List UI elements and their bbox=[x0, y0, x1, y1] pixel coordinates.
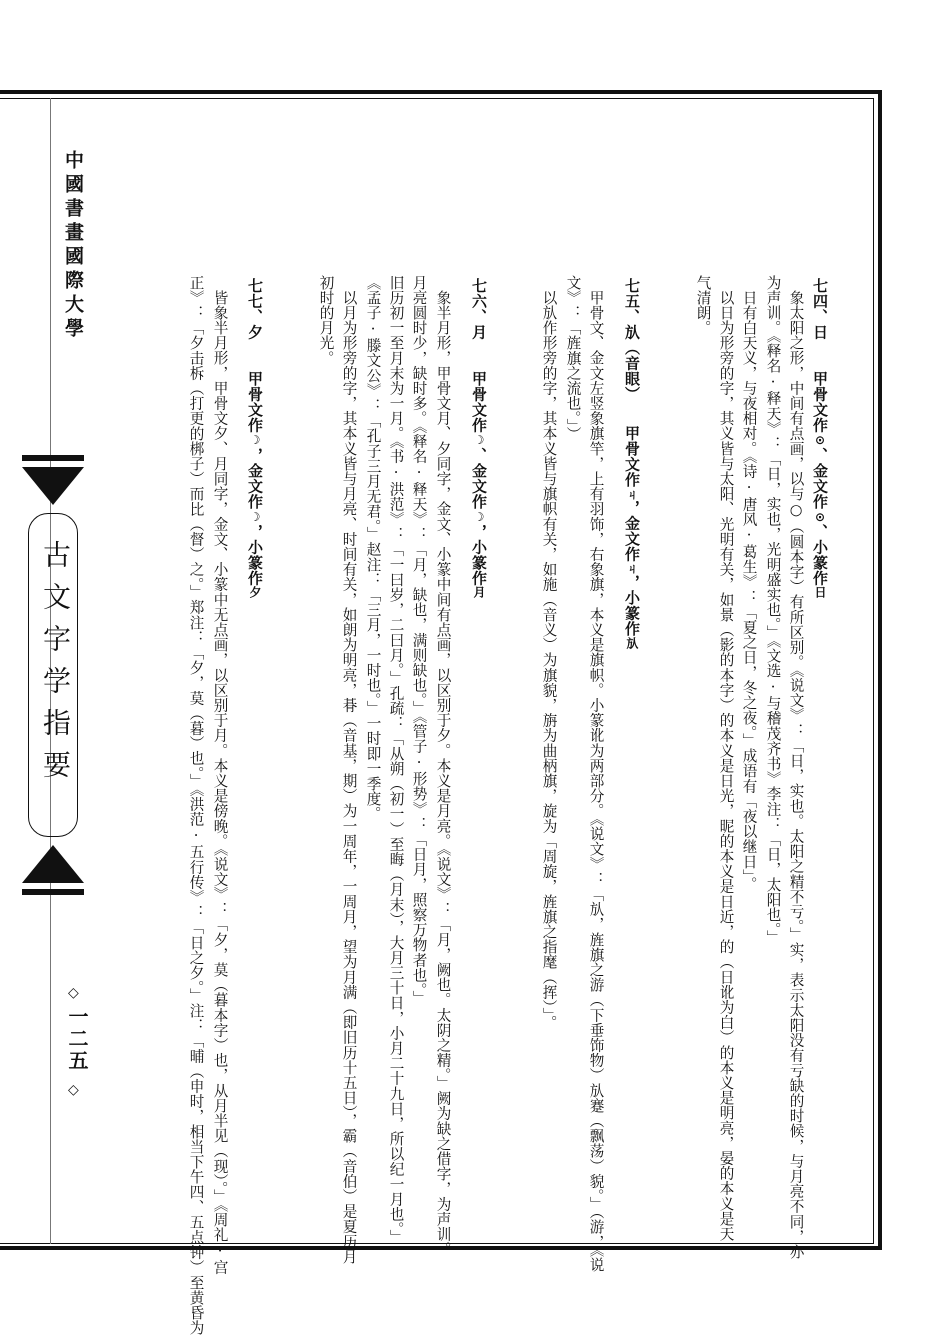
ancient-glyph: 月 bbox=[472, 586, 486, 599]
column-text: 《孟子·滕文公》：「孔子三月无君。」赵注：「三月，一时也。」一时即一季度。 bbox=[364, 275, 382, 822]
ancient-glyph: ⊙ bbox=[813, 433, 827, 448]
text-column bbox=[435, 290, 450, 1257]
column-text: 象半月形，甲骨文月、夕同字，金文、小篆中间有点画，以区别于夕。本义是月亮。《说文》：「月，阙也。太阴之精。」阙为缺之借字，为声训。 bbox=[434, 290, 452, 1257]
column-text: ，金文作 bbox=[623, 500, 641, 562]
book-title: 古文字学指要 bbox=[39, 540, 72, 792]
column-text: ，小篆作 bbox=[470, 524, 488, 586]
column-text: ，小篆作 bbox=[246, 524, 264, 586]
column-text: 、小篆作 bbox=[811, 524, 829, 586]
column-text: 七七、夕 甲骨文作 bbox=[246, 278, 264, 433]
text-column bbox=[541, 290, 556, 1030]
page-number: 一二五 bbox=[65, 1006, 89, 1072]
ancient-glyph: ☽ bbox=[472, 433, 486, 448]
text-column bbox=[411, 275, 426, 1006]
ancient-glyph: ☽ bbox=[472, 509, 486, 524]
column-text: 七五、㫃（音眼） 甲骨文作 bbox=[623, 278, 641, 488]
text-column bbox=[212, 290, 227, 1275]
column-text: 甲骨文、金文左竖象旗竿，上有羽饰，右象旗，本义是旗帜。小篆讹为两部分。《说文》：「㫃，旌旗之游（下垂饰物）㫃蹇（飘荡）貌。」（游，《说 bbox=[587, 290, 605, 1273]
entry-heading bbox=[624, 278, 639, 649]
column-text: 旧历初一至月末为一月。《书·洪范》：「一曰岁，二曰月。」孔疏：「从朔（初一）至晦（月末），大月三十日，小月二十九日，所以纪一月也。」 bbox=[387, 275, 405, 1245]
banner-arrow-top-icon bbox=[22, 467, 84, 505]
column-text: 、金文作 bbox=[470, 447, 488, 510]
text-column bbox=[695, 275, 710, 335]
entry-heading bbox=[247, 278, 262, 599]
ancient-glyph: ☽ bbox=[248, 509, 262, 524]
column-text: 象太阳之形，中间有点画，以与○（圆本字）有所区别。《说文》：「日，实也。太阳之精不亏。」实，表示太阳没有亏缺的时候，与月亮不同，亦 bbox=[787, 290, 805, 1260]
text-column bbox=[565, 275, 580, 442]
column-text: 气清朗。 bbox=[694, 275, 712, 336]
text-column bbox=[718, 290, 733, 1241]
banner-bar-top bbox=[22, 455, 84, 461]
column-text: 文》：「旌旗之流也。」） bbox=[564, 275, 582, 442]
column-text: ，金文作 bbox=[246, 447, 264, 510]
column-text: 、金文作 bbox=[811, 447, 829, 510]
column-text: 正》：「夕击柝（打更的梆子）而比（督）之。」郑注：「夕，莫（暮）也。」《洪范·五行传》：「日之夕。」注：「晡（申时，相当下午四、五点钟）至黄昏为 bbox=[187, 275, 205, 1336]
diamond-icon: ◇ bbox=[68, 985, 79, 1001]
column-text: 为声训。《释名·释天》：「日，实也，光明盛实也。」《文选·与稽茂齐书》李注：「日，太阳也。」 bbox=[764, 275, 782, 946]
text-column bbox=[765, 275, 780, 945]
entry-heading bbox=[812, 278, 827, 599]
column-text: 初时的月光。 bbox=[317, 275, 335, 366]
column-text: 皆象半月形，甲骨文夕、月同字，金文、小篆中无点画，以区别于月。本义是傍晚。《说文》：「夕，莫（暮本字）也，从月半见（现）。」《周礼·宫 bbox=[211, 290, 229, 1275]
ancient-glyph: 日 bbox=[813, 586, 827, 599]
ancient-glyph: ㄐ bbox=[625, 487, 639, 500]
banner-arrow-bottom-icon bbox=[22, 845, 84, 883]
column-text: 以月为形旁的字，其本义皆与月亮、时间有关，如朗为明亮，朞（音基，期）为一周年，一周月，望为月满（即旧历十五日），霸（音伯）是夏历月 bbox=[340, 290, 358, 1265]
text-column bbox=[741, 290, 756, 892]
ancient-glyph: 夕 bbox=[248, 586, 262, 599]
text-column bbox=[318, 275, 333, 366]
text-column bbox=[588, 290, 603, 1273]
diamond-icon: ◇ bbox=[68, 1082, 79, 1098]
column-text: 七四、日 甲骨文作 bbox=[811, 278, 829, 433]
university-name: 中國書畫國際大學 bbox=[62, 150, 84, 342]
text-column bbox=[341, 290, 356, 1264]
column-text: 月亮圆时少，缺时多。《释名·释天》：「月，缺也，满则缺也。」《管子·形势》：「日月，照察万物者也。」 bbox=[410, 275, 428, 1006]
text-column bbox=[188, 275, 203, 1335]
ancient-glyph: ㄐ bbox=[625, 562, 639, 575]
text-column bbox=[365, 275, 380, 822]
column-text: 以㫃作形旁的字，其本义皆与旗帜有关，如施（音义）为旗貌，旃为曲柄旗，旋为「周旋，旌旗之指麾（挥）」。 bbox=[540, 290, 558, 1031]
column-text: ，小篆作 bbox=[623, 574, 641, 637]
column-text: 以日为形旁的字，其义皆与太阳、光明有关，如景（影的本字）的本义是日光，昵的本义是日近，的（日讹为白）的本义是明亮，晏的本义是天 bbox=[717, 290, 735, 1242]
banner-bar-bottom bbox=[22, 889, 84, 895]
column-text: 七六、月 甲骨文作 bbox=[470, 278, 488, 433]
text-column bbox=[788, 290, 803, 1259]
text-column bbox=[388, 275, 403, 1245]
ancient-glyph: ⊙ bbox=[813, 509, 827, 524]
ancient-glyph: 㫃 bbox=[625, 636, 639, 649]
ancient-glyph: ☽ bbox=[248, 433, 262, 448]
entry-heading bbox=[471, 278, 486, 599]
column-text: 日有白天义，与夜相对。《诗·唐风·葛生》：「夏之日，冬之夜。」成语有「夜以继日」。 bbox=[740, 290, 758, 892]
